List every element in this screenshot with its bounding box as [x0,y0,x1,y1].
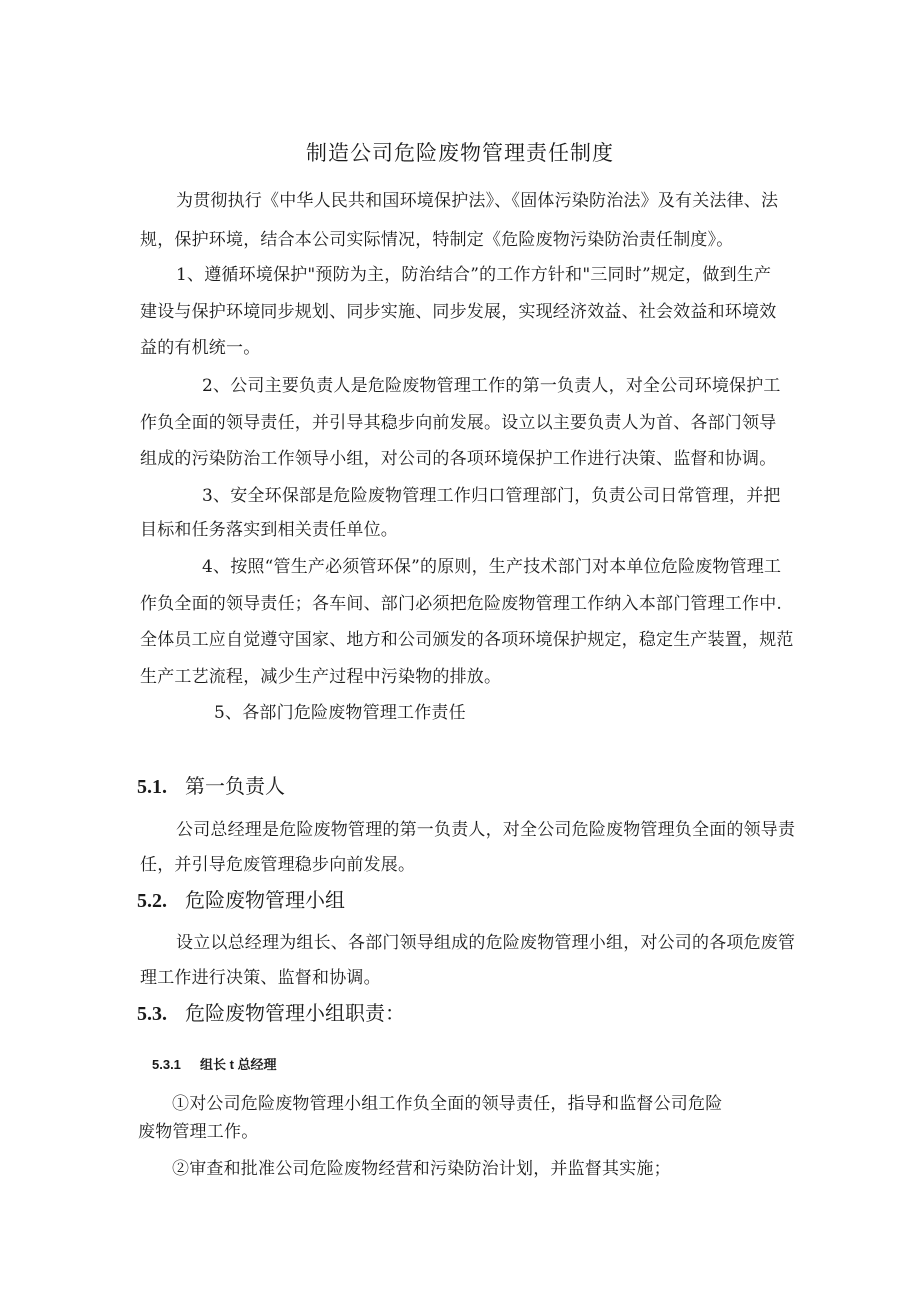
section-5-3-number: 5.3. [137,1003,167,1025]
section-5-2-line-1: 设立以总经理为组长、各部门领导组成的危险废物管理小组，对公司的各项危废管 [176,933,796,953]
document-title: 制造公司危险废物管理责任制度 [306,141,614,165]
item-4-line-4: 生产工艺流程，减少生产过程中污染物的排放。 [140,667,502,687]
section-5-3-1-title: 组长 t 总经理 [200,1057,277,1072]
item-4-line-2: 作负全面的领导责任；各车间、部门必须把危险废物管理工作纳入本部门管理工作中. [140,594,783,614]
item-4-line-1: 4、按照“管生产必须管环保”的原则，生产技术部门对本单位危险废物管理工 [202,557,782,577]
section-5-1-heading [137,774,285,799]
section-5-3-title: 危险废物管理小组职责： [185,1001,405,1025]
section-5-1-line-1: 公司总经理是危险废物管理的第一负责人，对全公司危险废物管理负全面的领导责 [176,820,796,840]
item-2-line-3: 组成的污染防治工作领导小组，对公司的各项环境保护工作进行决策、监督和协调。 [140,449,777,469]
item-2-line-1: 2、公司主要负责人是危险废物管理工作的第一负责人，对全公司环境保护工 [202,376,781,396]
section-5-3-1-number: 5.3.1 [152,1057,181,1072]
section-5-3-1-line-2: 废物管理工作。 [138,1122,259,1142]
section-5-3-1-line-3: ②审查和批准公司危险废物经营和污染防治计划，并监督其实施； [172,1159,671,1179]
section-5-2-heading [137,888,345,913]
section-5-1-title: 第一负责人 [185,774,285,798]
section-5-1-line-2: 任，并引导危废管理稳步向前发展。 [140,855,416,875]
section-5-2-title: 危险废物管理小组 [185,888,345,912]
section-5-2-number: 5.2. [137,890,167,912]
section-5-3-heading [137,1001,405,1026]
item-1-line-3: 益的有机统一。 [140,338,261,358]
section-5-3-1-heading [152,1057,277,1073]
item-4-line-3: 全体员工应自觉遵守国家、地方和公司颁发的各项环境保护规定，稳定生产装置，规范 [140,630,794,650]
item-1-line-2: 建设与保护环境同步规划、同步实施、同步发展，实现经济效益、社会效益和环境效 [140,302,777,322]
section-5-1-number: 5.1. [137,776,167,798]
section-5-3-1-line-1: ①对公司危险废物管理小组工作负全面的领导责任，指导和监督公司危险 [172,1094,723,1114]
item-3-line-1: 3、安全环保部是危险废物管理工作归口管理部门，负责公司日常管理，并把 [202,486,781,506]
item-3-line-2: 目标和任务落实到相关责任单位。 [140,520,398,540]
item-1-line-1: 1、遵循环境保护"预防为主，防治结合”的工作方针和"三同时”规定，做到生产 [176,265,772,285]
item-5-line: 5、各部门危险废物管理工作责任 [214,703,466,723]
intro-line-1: 为贯彻执行《中华人民共和国环境保护法》、《固体污染防治法》及有关法律、法 [176,191,779,211]
section-5-2-line-2: 理工作进行决策、监督和协调。 [140,968,381,988]
item-2-line-2: 作负全面的领导责任，并引导其稳步向前发展。设立以主要负责人为首、各部门领导 [140,413,777,433]
intro-line-2: 规，保护环境，结合本公司实际情况，特制定《危险废物污染防治责任制度》。 [140,230,734,250]
